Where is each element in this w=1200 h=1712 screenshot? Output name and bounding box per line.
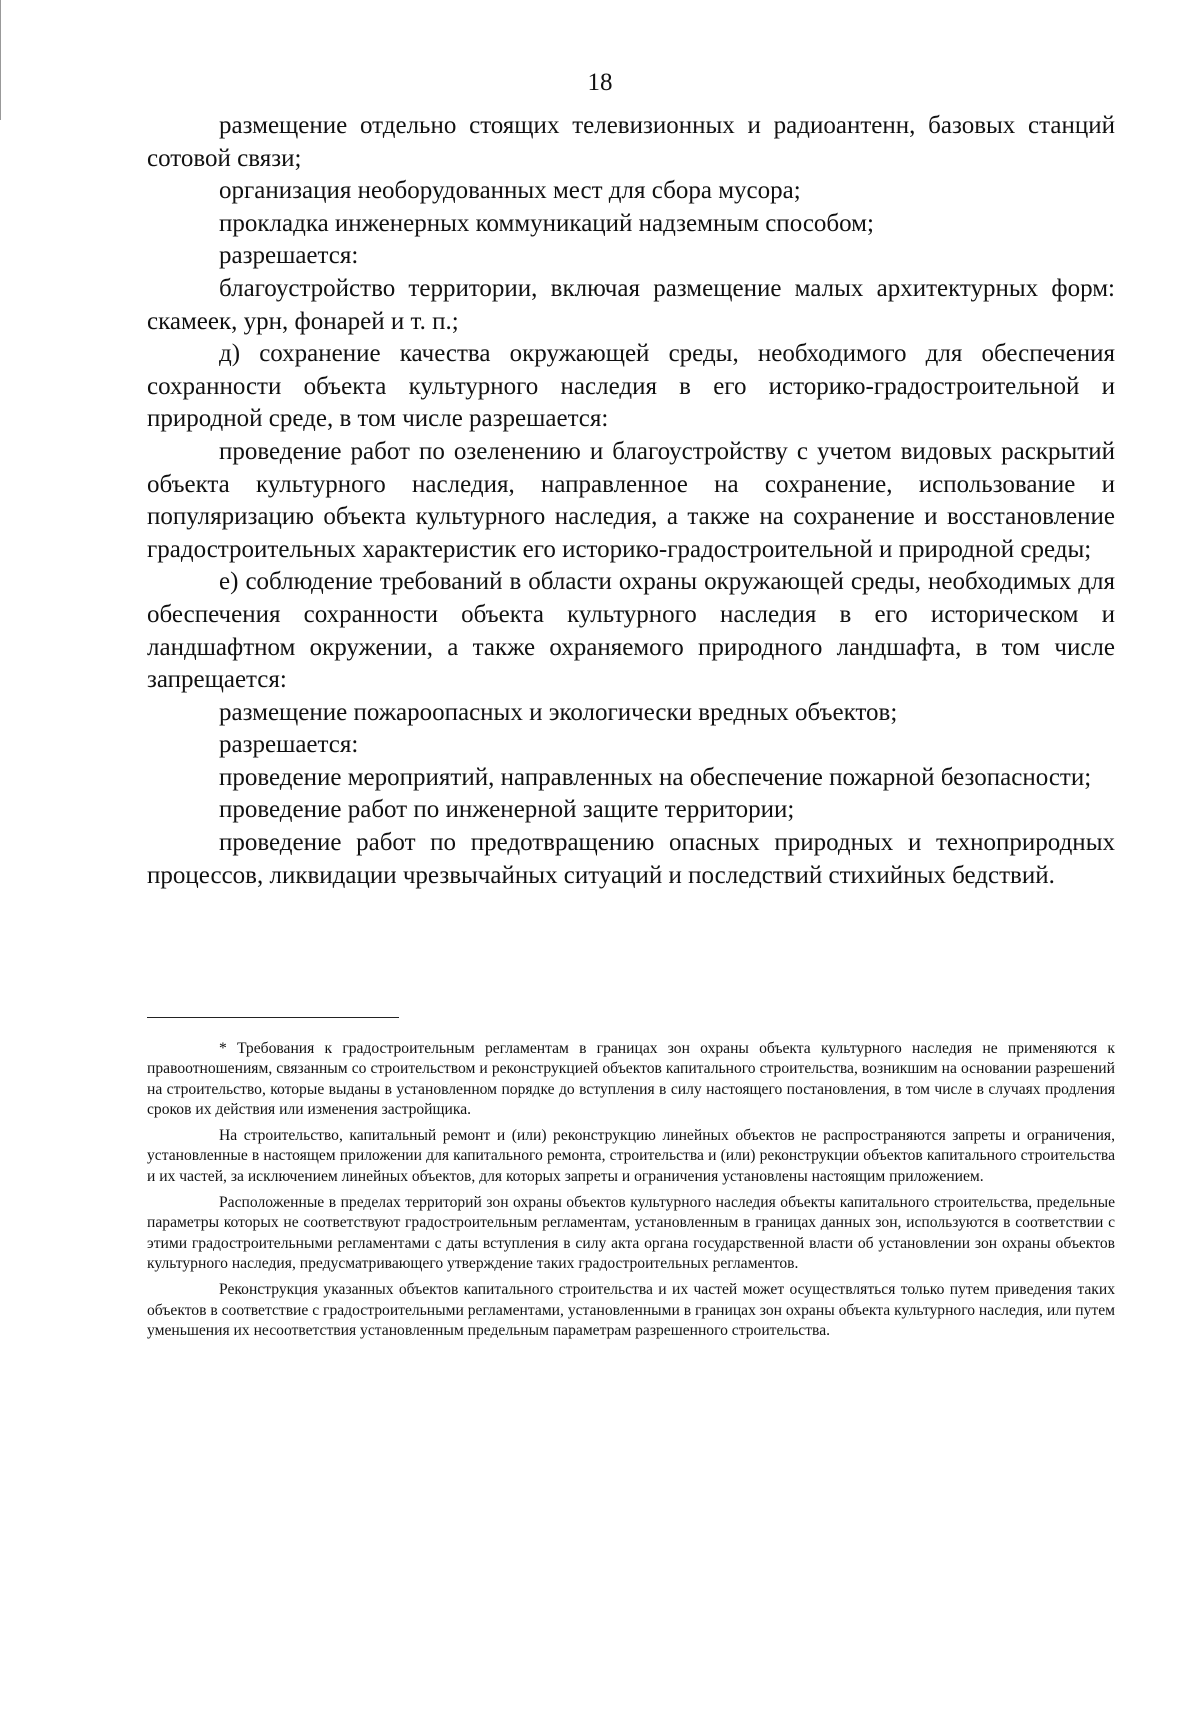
footnote-paragraph: На строительство, капитальный ремонт и (или) реконструкцию линейных объектов не распространяются запреты и ограничения, установленные в настоящем приложении для капитального ремонта, строительства и (или) реконструкции объектов капитального строительства и их частей, за исключением линейных объектов, для которых запреты и ограничения установлены настоящим приложением. [147,1127,1115,1185]
page-number: 18 [587,69,613,96]
paragraph: д) сохранение качества окружающей среды, необходимого для обеспечения сохранности объекта культурного наследия в его историко-градостроительной и природной среде, в том числе разрешается: [147,340,1115,433]
paragraph: е) соблюдение требований в области охраны окружающей среды, необходимых для обеспечения сохранности объекта культурного наследия в его историческом и ландшафтном окружении, а также охраняемого природного ландшафта, в том числе запрещается: [147,568,1115,694]
paragraph: разрешается: [219,242,359,270]
paragraph: проведение работ по озеленению и благоустройству с учетом видовых раскрытий объекта культурного наследия, направленное на сохранение, использование и популяризацию объекта культурного наследия, а также на сохранение и восстановление градостроительных характеристик его историко-градостроительной и природной среды; [147,437,1115,563]
footnotes-section [147,1039,1115,1347]
paragraph: размещение пожароопасных и экологически вредных объектов; [219,698,898,726]
main-text-body [147,110,1115,892]
paragraph: организация необорудованных мест для сбора мусора; [219,177,801,205]
paragraph: разрешается: [219,731,359,759]
paragraph: проведение мероприятий, направленных на обеспечение пожарной безопасности; [219,763,1092,791]
scan-margin-mark [0,0,4,120]
footnote-paragraph: Расположенные в пределах территорий зон охраны объектов культурного наследия объекты капитального строительства, предельные параметры которых не соответствуют градостроительным регламентам, установленным в границах данных зон, используются в соответствии с этими градостроительными регламентами с даты вступления в силу акта органа государственной власти об установлении зон охраны объектов культурного наследия, предусматривающего утверждение таких градостроительных регламентов. [147,1194,1115,1272]
footnote-paragraph: Реконструкция указанных объектов капитального строительства и их частей может осуществляться только путем приведения таких объектов в соответствие с градостроительными регламентами, установленными в границах зон охраны объекта культурного наследия, или путем уменьшения их несоответствия установленным предельным параметрам разрешенного строительства. [147,1281,1115,1339]
paragraph: проведение работ по инженерной защите территории; [219,796,795,824]
footnote-separator [147,1017,399,1018]
paragraph: прокладка инженерных коммуникаций надземным способом; [219,209,874,237]
footnote-paragraph: * Требования к градостроительным регламентам в границах зон охраны объекта культурного наследия не применяются к правоотношениям, связанным со строительством и реконструкцией объектов капитального строительства, возникшим на основании разрешений на строительство, которые выданы в установленном порядке до вступления в силу настоящего постановления, в том числе в случаях продления сроков их действия или изменения застройщика. [147,1040,1115,1118]
paragraph: благоустройство территории, включая размещение малых архитектурных форм: скамеек, урн, фонарей и т. п.; [147,274,1115,335]
paragraph: проведение работ по предотвращению опасных природных и техноприродных процессов, ликвидации чрезвычайных ситуаций и последствий стихийных бедствий. [147,829,1115,889]
paragraph: размещение отдельно стоящих телевизионных и радиоантенн, базовых станций сотовой связи; [147,112,1115,172]
